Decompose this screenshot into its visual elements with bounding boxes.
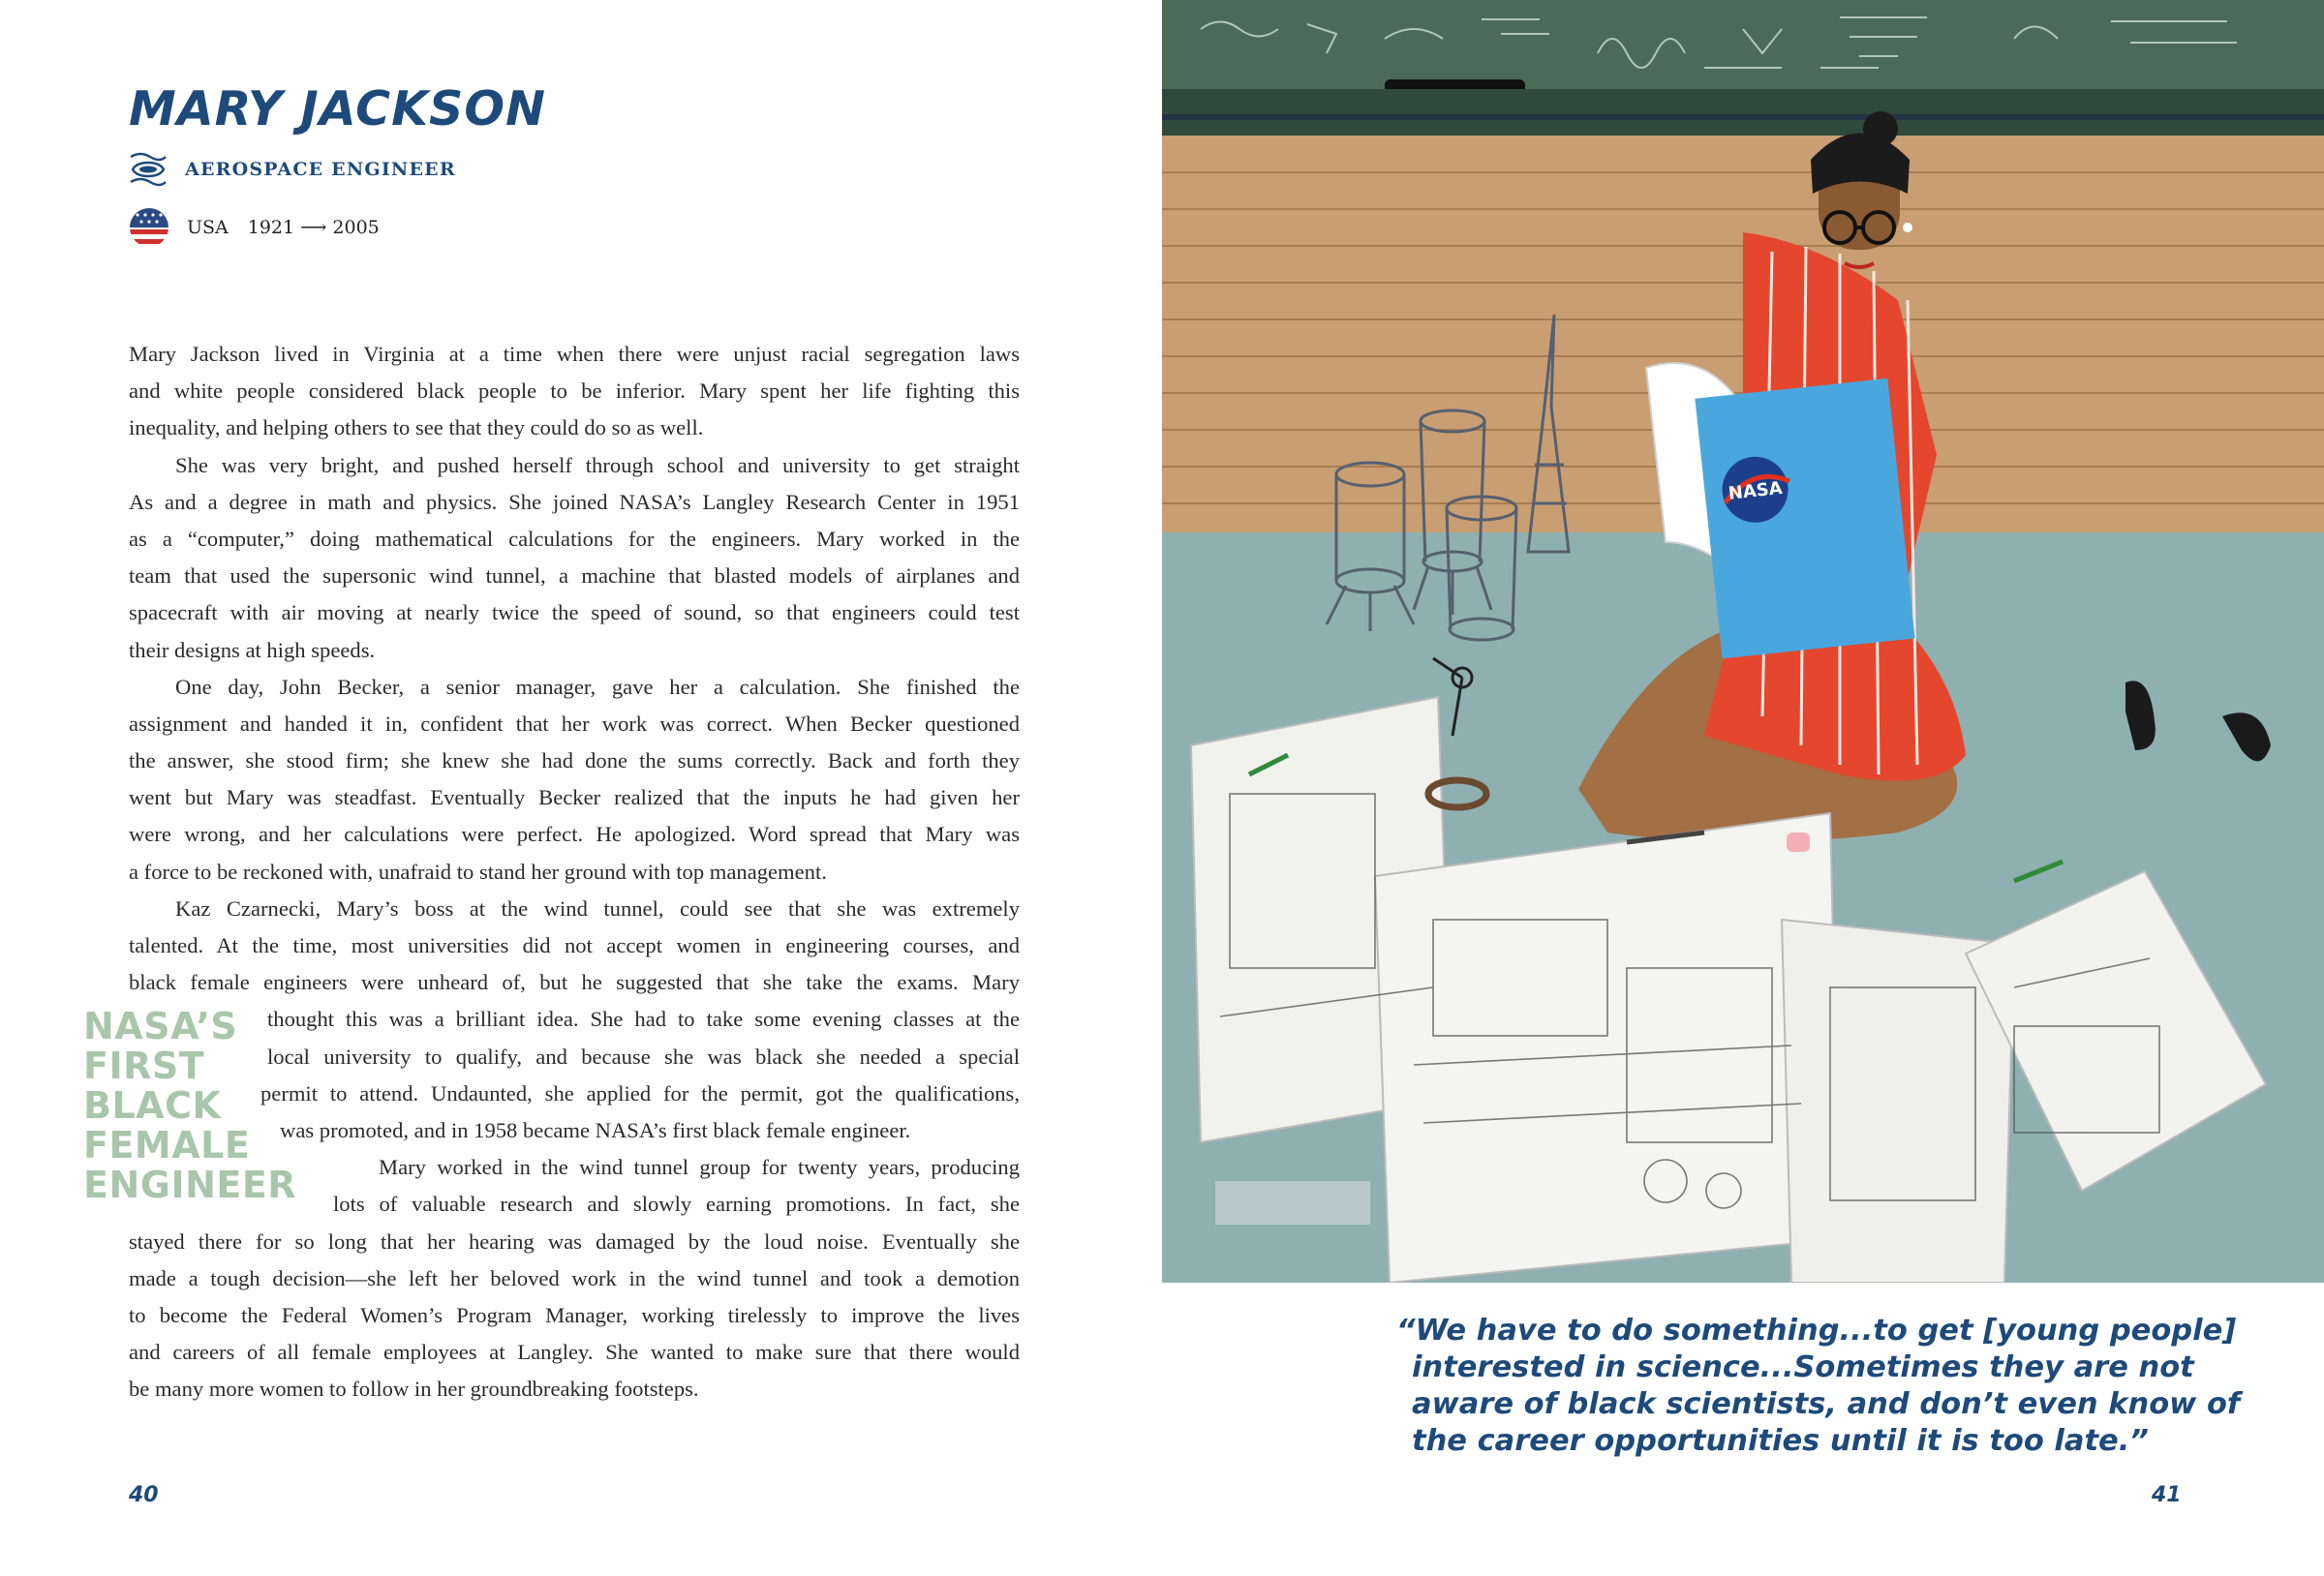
body-line: As and a degree in math and physics. She joined NASA’s Langley Research Center in 1951	[129, 489, 1020, 514]
body-line: black female engineers were unheard of, but he suggested that she take the exams. Mary	[129, 970, 1020, 995]
body-line: Kaz Czarnecki, Mary’s boss at the wind tunnel, could see that she was extremely	[175, 895, 1020, 921]
body-line: as a “computer,” doing mathematical calculations for the engineers. Mary worked in the	[129, 526, 1020, 551]
body-line: and careers of all female employees at Langley. She wanted to make sure that there would	[129, 1340, 1020, 1365]
quote-line: the career opportunities until it is too late.”	[1412, 1424, 2149, 1458]
pull-quote-line: BLACK	[83, 1084, 222, 1127]
origin-row	[129, 207, 380, 248]
nasa-folder	[1695, 379, 1914, 658]
body-line: their designs at high speeds.	[129, 637, 376, 662]
country: USA	[187, 217, 229, 238]
body-line: and white people considered black people to be inferior. Mary spent her life fighting this	[129, 379, 1020, 404]
body-line: stayed there for so long that her hearing was damaged by the loud noise. Eventually she	[129, 1228, 1020, 1254]
body-line: assignment and handed it in, confident that her work was correct. When Becker questioned	[129, 711, 1020, 736]
biography-text	[129, 336, 1020, 1408]
body-line: talented. At the time, most universities did not accept women in engineering courses, and	[129, 933, 1020, 957]
quote-line: aware of black scientists, and don’t even know of	[1412, 1387, 2241, 1421]
profession-row	[129, 151, 456, 188]
body-line: made a tough decision—she left her beloved work in the wind tunnel and took a demotion	[129, 1265, 1020, 1290]
profession: AEROSPACE ENGINEER	[185, 159, 456, 180]
page-number-left: 40	[129, 1483, 159, 1507]
body-line: inequality, and helping others to see that they could do so as well.	[129, 415, 704, 440]
body-line: lots of valuable research and slowly earning promotions. In fact, she	[333, 1192, 1020, 1217]
body-line: One day, John Becker, a senior manager, gave her a calculation. She finished the	[175, 674, 1020, 699]
body-line: spacecraft with air moving at nearly twice the speed of sound, so that engineers could test	[129, 600, 1020, 625]
body-line: thought this was a brilliant idea. She had to take some evening classes at the	[267, 1007, 1020, 1032]
body-line: the answer, she stood firm; she knew she had done the sums correctly. Back and forth they	[129, 748, 1020, 773]
life-years: 1921 ⟶ 2005	[247, 217, 380, 238]
body-line: were wrong, and her calculations were perfect. He apologized. Word spread that Mary was	[129, 822, 1020, 847]
pull-quote-line: NASA’S	[83, 1005, 238, 1047]
body-line: be many more women to follow in her groundbreaking footsteps.	[129, 1377, 699, 1402]
chalkboard	[1162, 0, 2324, 89]
quote-line: “We have to do something...to get [young people]	[1396, 1314, 2237, 1348]
body-line: to become the Federal Women’s Program Manager, working tirelessly to improve the lives	[129, 1302, 1020, 1327]
body-line: was promoted, and in 1958 became NASA’s first black female engineer.	[280, 1117, 911, 1142]
body-line: permit to attend. Undaunted, she applied for the permit, got the qualifications,	[260, 1080, 1020, 1106]
quote	[1396, 1313, 2248, 1460]
ruler	[1215, 1181, 1370, 1225]
body-line: local university to qualify, and because she was black she needed a special	[267, 1044, 1020, 1069]
pull-quote-line: FIRST	[83, 1045, 205, 1087]
pull-quote-line: FEMALE	[83, 1124, 251, 1167]
body-line: a force to be reckoned with, unafraid to stand her ground with top management.	[129, 859, 827, 884]
wind-icon	[129, 151, 168, 188]
body-line: Mary Jackson lived in Virginia at a time when there were unjust racial segregation laws	[129, 342, 1020, 366]
page-title: MARY JACKSON	[129, 81, 546, 136]
illustration	[1162, 0, 2324, 1283]
body-line: She was very bright, and pushed herself through school and university to get straight	[175, 452, 1020, 477]
body-line: Mary worked in the wind tunnel group for twenty years, producing	[379, 1155, 1020, 1180]
body-line: team that used the supersonic wind tunnel, a machine that blasted models of airplanes and	[129, 563, 1020, 589]
usa-flag-icon	[129, 207, 169, 248]
body-line: went but Mary was steadfast. Eventually Becker realized that the inputs he had given her	[129, 785, 1020, 810]
page-number-right: 41	[2152, 1483, 2182, 1507]
quote-line: interested in science...Sometimes they are not	[1412, 1350, 2194, 1384]
nasa-logo-text: NASA	[1727, 477, 1784, 504]
pull-quote-line: ENGINEER	[83, 1164, 297, 1206]
pull-quote	[83, 1007, 296, 1205]
